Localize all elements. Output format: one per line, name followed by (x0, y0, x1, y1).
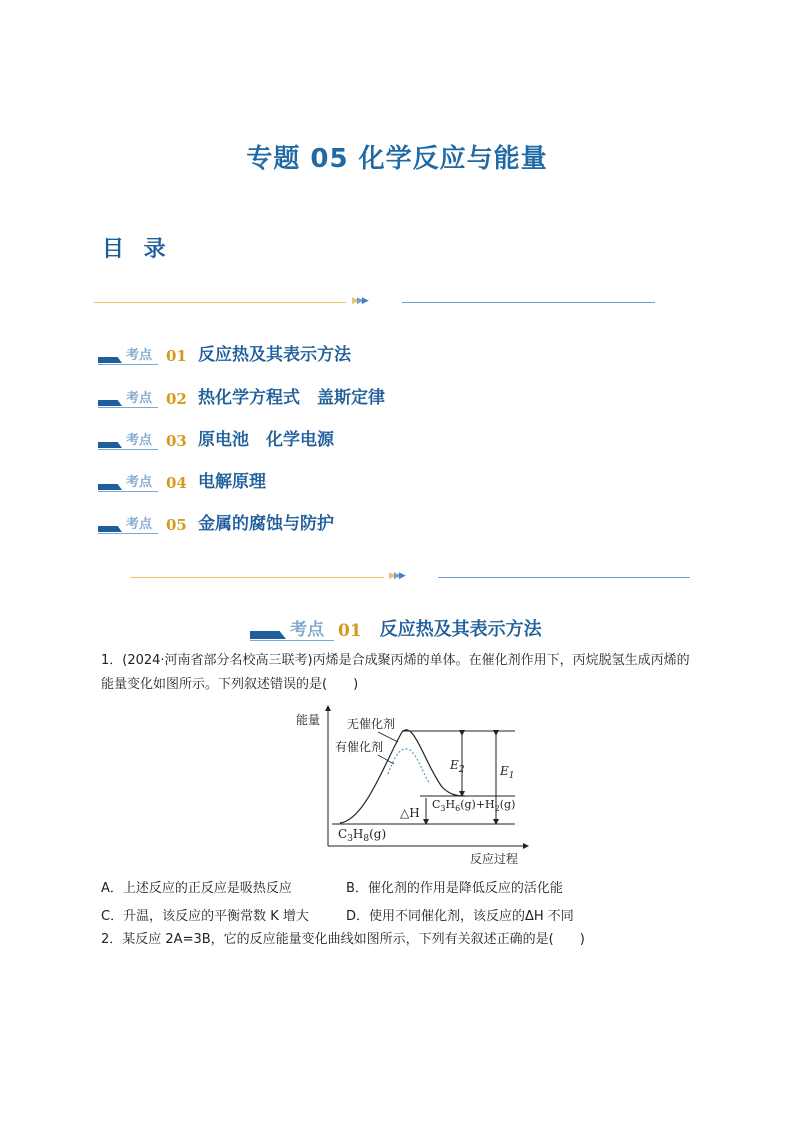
toc-badge: 考点 (98, 518, 158, 534)
divider-right (402, 302, 655, 303)
toc-item-number: 02 (166, 390, 187, 408)
toc-item-4[interactable] (98, 467, 266, 492)
toc-badge: 考点 (98, 476, 158, 492)
question-1-line-2: 能量变化如图所示。下列叙述错误的是( ) (101, 677, 359, 692)
energy-diagram (290, 702, 530, 868)
toc-item-label: 金属的腐蚀与防护 (198, 514, 334, 534)
toc-item-number: 04 (166, 474, 187, 492)
toc-item-1[interactable] (98, 340, 351, 365)
section-badge: 考点 (250, 621, 334, 641)
no-catalyst-label: 无催化剂 (347, 717, 396, 731)
option-a[interactable]: A．上述反应的正反应是吸热反应 (101, 881, 292, 896)
toc-item-label: 电解原理 (198, 472, 266, 492)
divider-right (438, 577, 690, 578)
x-axis-label: 反应过程 (470, 852, 519, 866)
option-c[interactable]: C．升温，该反应的平衡常数 K 增大 (101, 909, 309, 924)
toc-item-2[interactable] (98, 383, 385, 408)
divider-left (94, 302, 346, 303)
section-number: 01 (338, 621, 362, 641)
toc-item-number: 03 (166, 432, 187, 450)
question-2-line-1: 2．某反应 2A=3B，它的反应能量变化曲线如图所示，下列有关叙述正确的是( ) (101, 932, 585, 947)
toc-item-3[interactable] (98, 425, 334, 450)
divider-left (130, 577, 384, 578)
toc-badge: 考点 (98, 392, 158, 408)
dh-label: △H (400, 806, 420, 820)
question-1-line-1: 1．(2024·河南省部分名校高三联考)丙烯是合成聚丙烯的单体。在催化剂作用下，丙烷脱氢生成丙烯的 (101, 653, 690, 668)
with-catalyst-label: 有催化剂 (335, 740, 384, 754)
e2-label: $E_2$ (450, 758, 465, 775)
toc-badge: 考点 (98, 349, 158, 365)
page-title: 专题 05 化学反应与能量 (246, 144, 548, 174)
toc-item-label: 反应热及其表示方法 (198, 345, 351, 365)
option-b[interactable]: B．催化剂的作用是降低反应的活化能 (346, 881, 563, 896)
divider-arrows: ▶▶▶ (352, 296, 367, 306)
toc-item-number: 05 (166, 516, 187, 534)
toc-item-label: 原电池 化学电源 (198, 430, 334, 450)
reactant-formula: $C_3H_8(g)$ (338, 827, 387, 844)
option-d[interactable]: D．使用不同催化剂，该反应的ΔH 不同 (346, 909, 574, 924)
divider-arrows: ▶▶▶ (389, 571, 404, 581)
toc-heading: 目 录 (102, 237, 172, 262)
toc-badge: 考点 (98, 434, 158, 450)
product-formula: $C_3H_6(g)+H_2(g)$ (432, 798, 516, 813)
e1-label: $E_1$ (500, 764, 515, 781)
toc-item-number: 01 (166, 347, 187, 365)
toc-item-5[interactable] (98, 509, 334, 534)
toc-item-label: 热化学方程式 盖斯定律 (198, 388, 385, 408)
section-heading (250, 615, 542, 641)
y-axis-label: 能量 (296, 713, 321, 727)
section-title: 反应热及其表示方法 (379, 619, 542, 640)
